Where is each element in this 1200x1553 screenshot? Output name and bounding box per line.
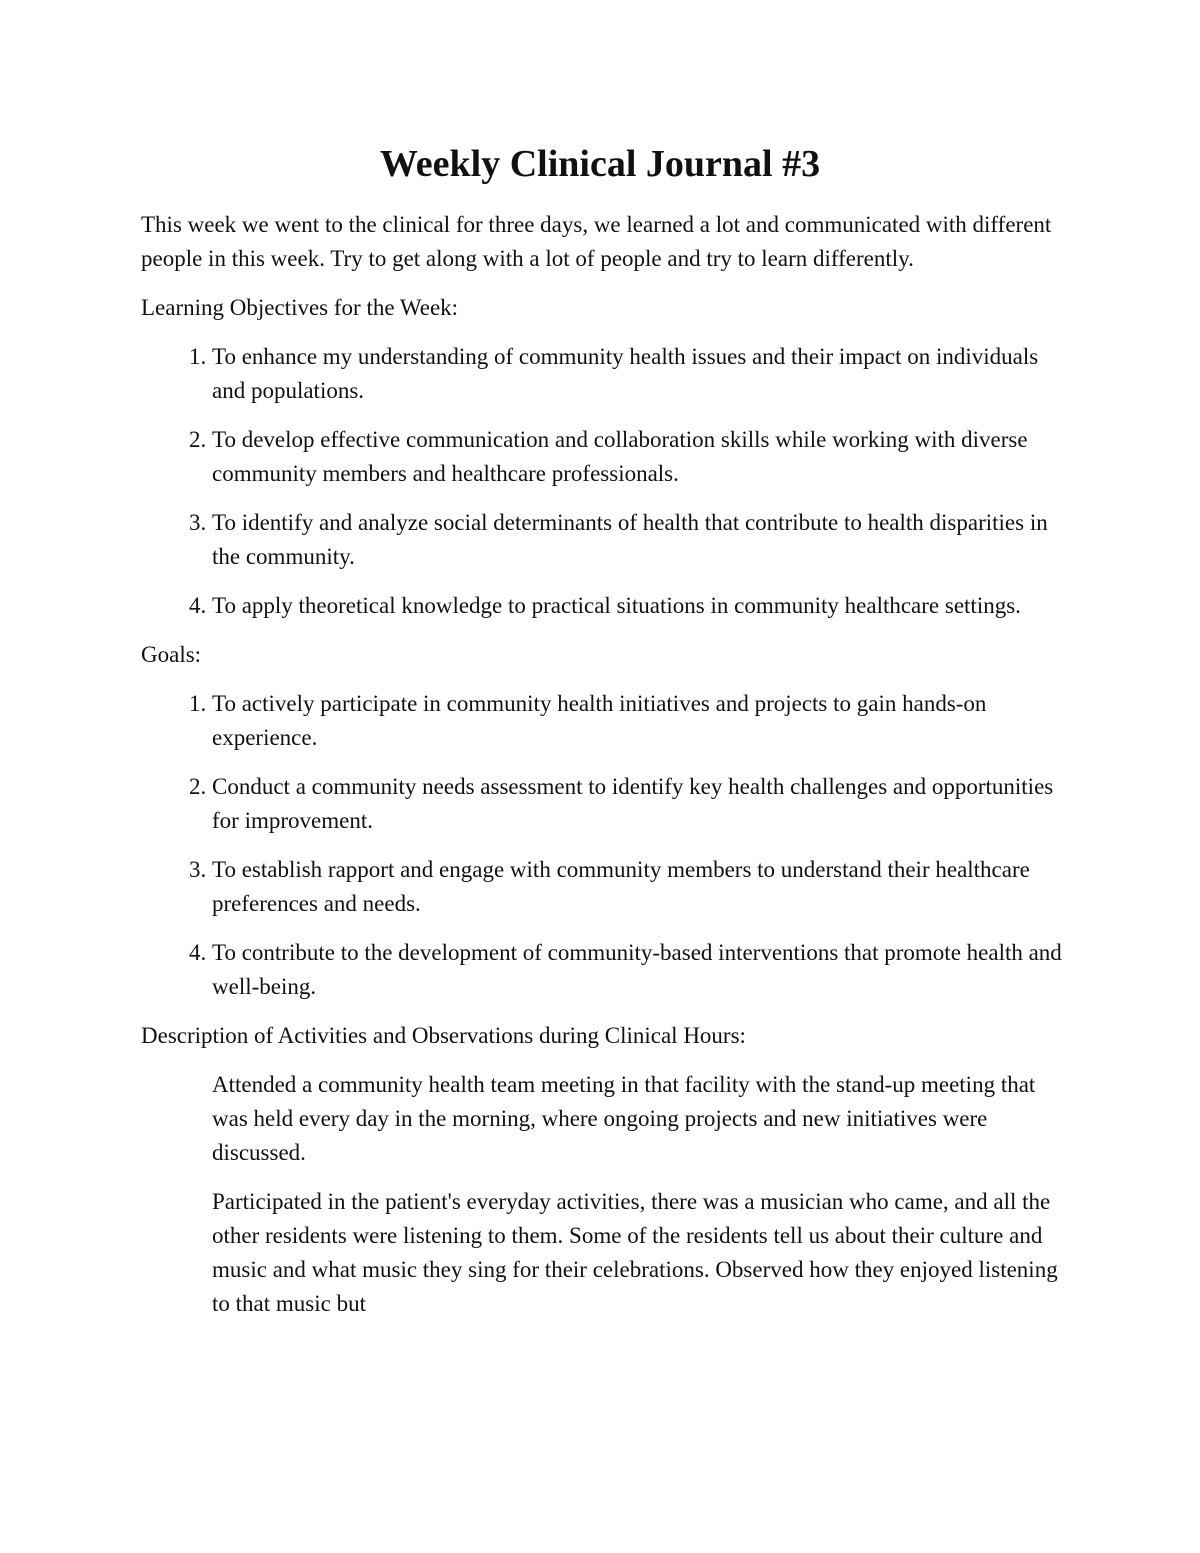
list-item: 2. Conduct a community needs assessment to identify key health challenges and opportunities for improvement. (212, 770, 1071, 838)
list-item: 1. To enhance my understanding of community health issues and their impact on individuals and populations. (212, 340, 1071, 408)
objectives-list (141, 340, 1071, 623)
list-item: 4. To apply theoretical knowledge to practical situations in community healthcare settings. (212, 589, 1071, 623)
list-item: 2. To develop effective communication and collaboration skills while working with diverse community members and healthcare professionals. (212, 423, 1071, 491)
objectives-heading: Learning Objectives for the Week: (141, 295, 459, 320)
list-item: 3. To establish rapport and engage with community members to understand their healthcare preferences and needs. (212, 853, 1071, 921)
list-item: 3. To identify and analyze social determinants of health that contribute to health disparities in the community. (212, 506, 1071, 574)
list-item: 1. To actively participate in community health initiatives and projects to gain hands-on experience. (212, 687, 1071, 755)
goals-heading: Goals: (141, 642, 202, 667)
intro-paragraph: This week we went to the clinical for three days, we learned a lot and communicated with different people in this week. Try to get along with a lot of people and try to learn differently. (141, 212, 1052, 271)
document-title: Weekly Clinical Journal #3 (379, 143, 821, 185)
list-item: 4. To contribute to the development of community-based interventions that promote health and well-being. (212, 936, 1071, 1004)
document-body (141, 208, 1071, 1336)
activities-heading: Description of Activities and Observations during Clinical Hours: (141, 1023, 746, 1048)
goals-list (141, 687, 1071, 1004)
activity-paragraph: Attended a community health team meeting in that facility with the stand-up meeting that was held every day in the morning, where ongoing projects and new initiatives were discussed. (212, 1072, 1036, 1165)
activity-paragraph: Participated in the patient's everyday activities, there was a musician who came, and all the other residents were listening to them. Some of the residents tell us about their culture and music and what music they sing for their celebrations. Observed how they enjoyed listening to that music but (212, 1189, 1058, 1316)
